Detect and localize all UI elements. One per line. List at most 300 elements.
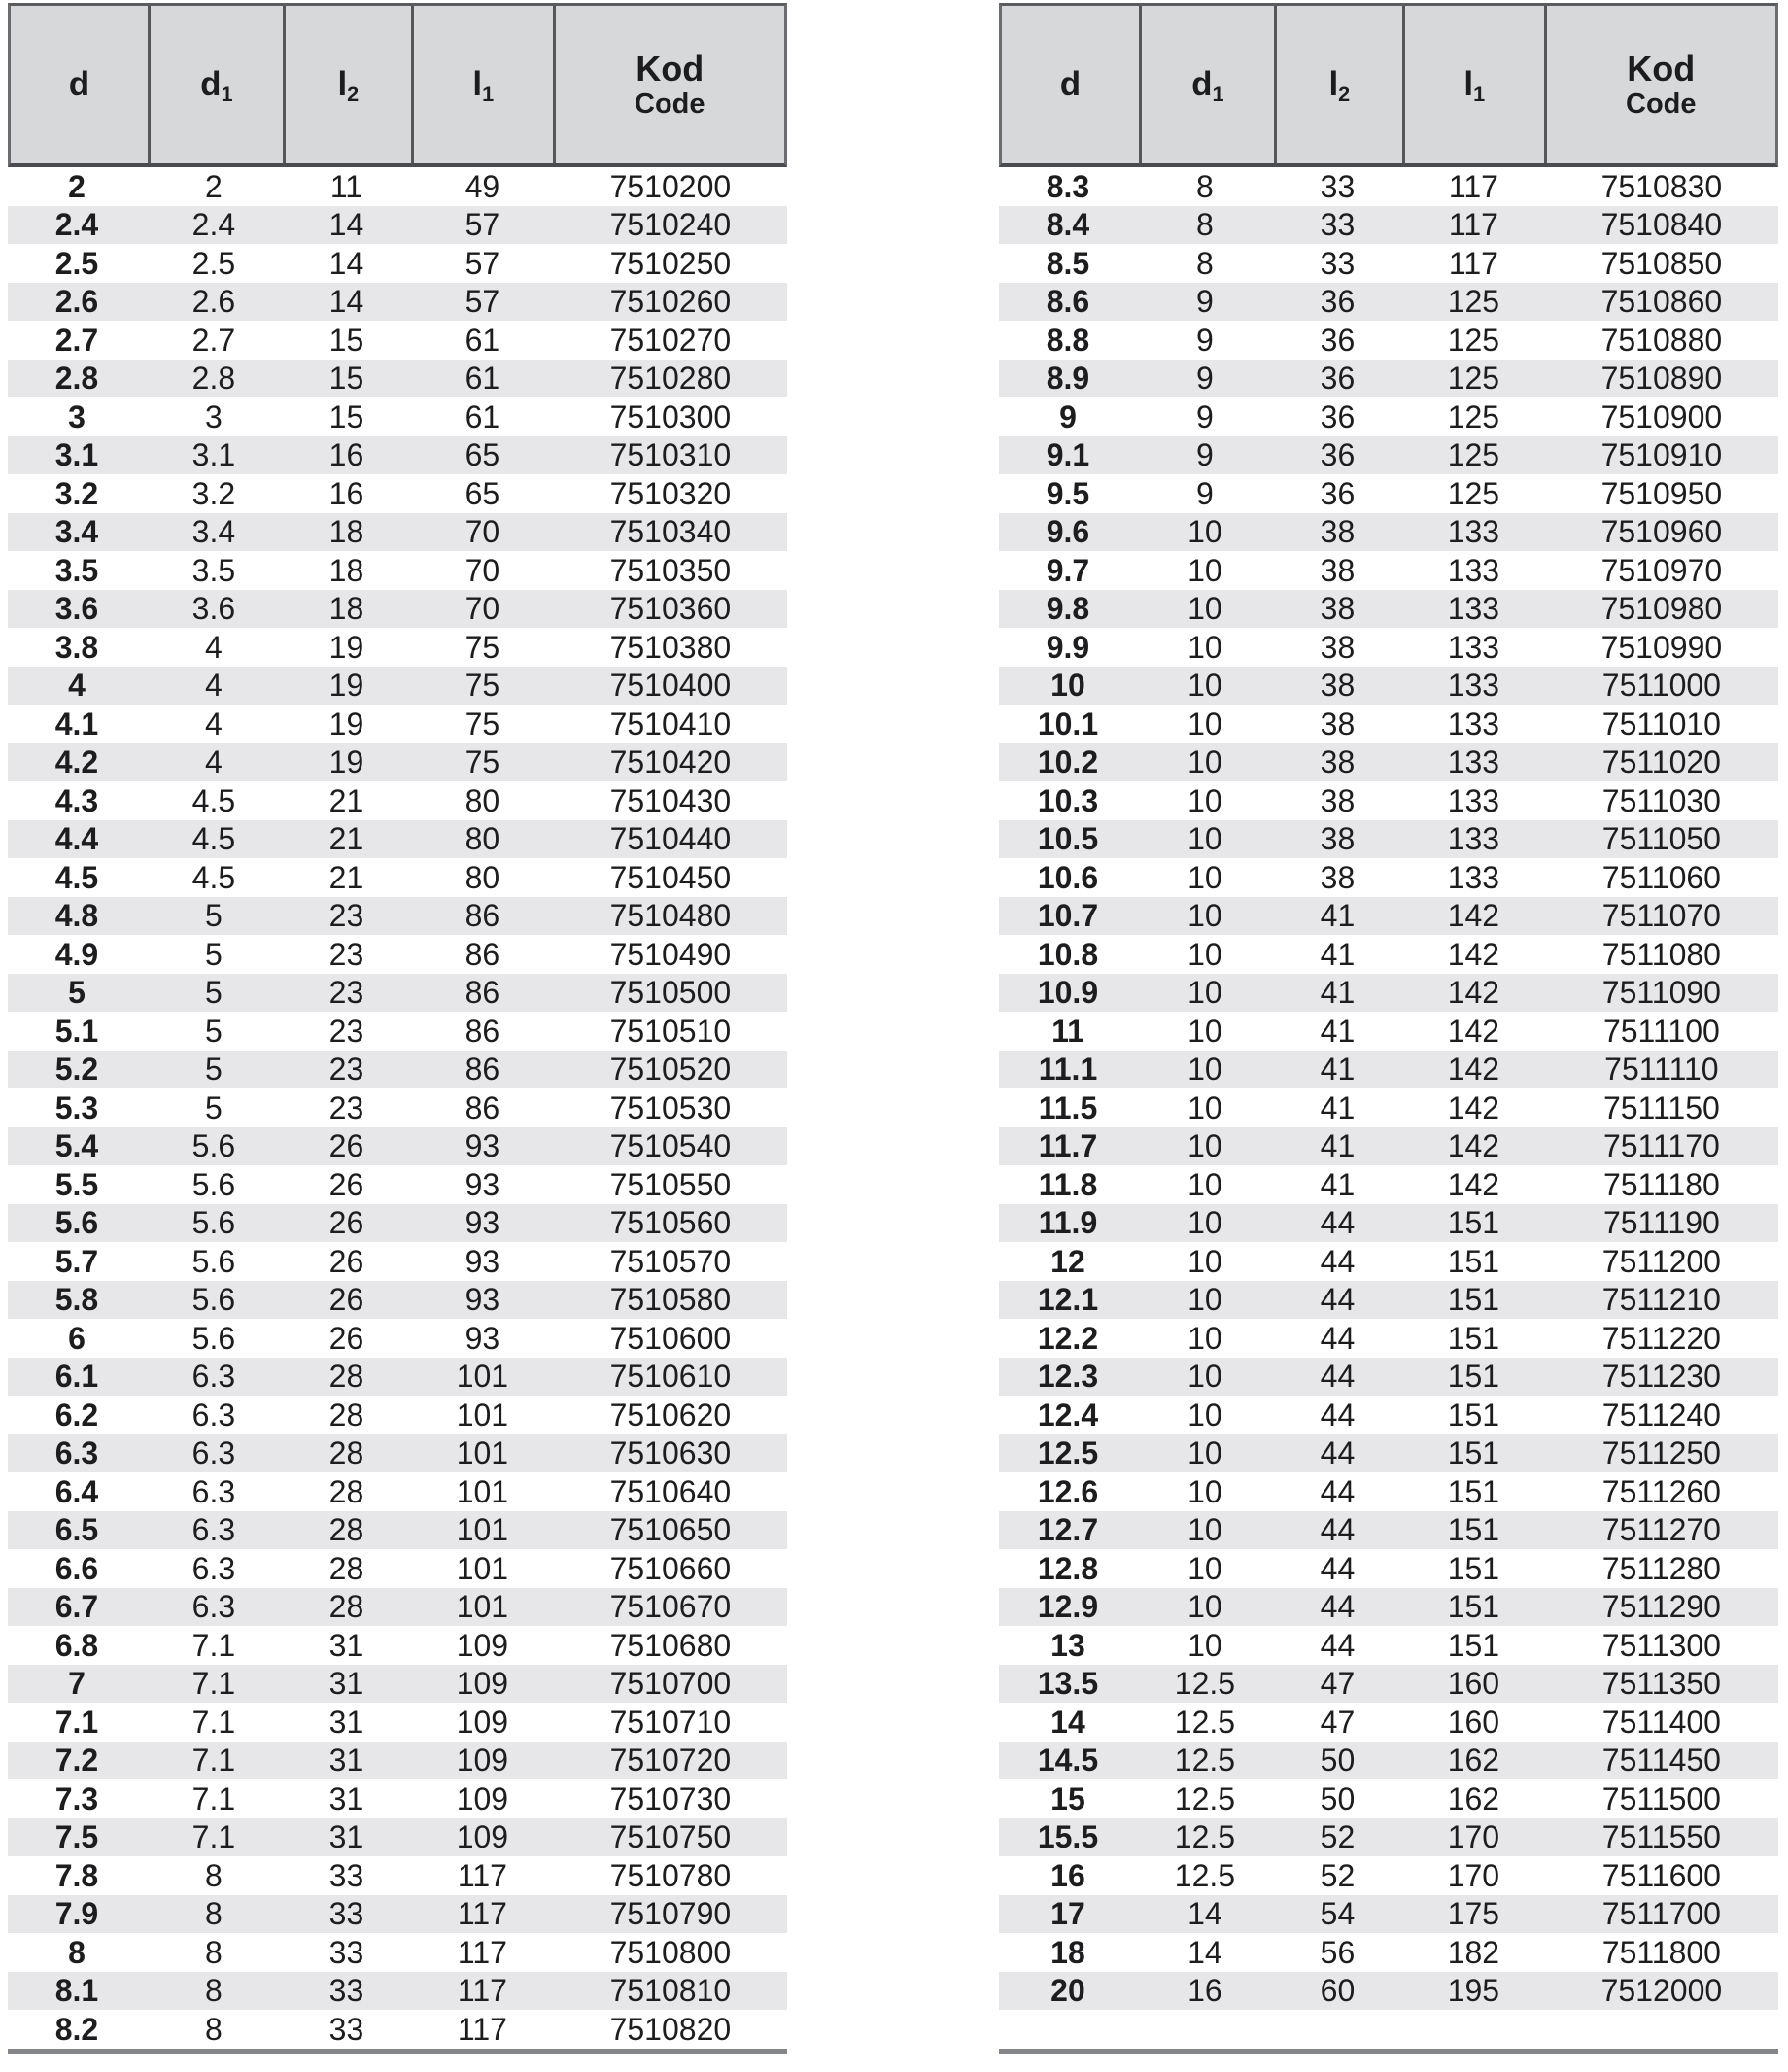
cell-l2: 38 [1320, 744, 1356, 780]
table-row [999, 244, 1778, 283]
table-row [8, 858, 787, 897]
cell-code: 7510580 [609, 1282, 732, 1318]
table-row [8, 2010, 787, 2049]
cell-d: 2.4 [54, 207, 99, 243]
table-row [999, 167, 1778, 206]
cell-d: 3 [68, 398, 86, 434]
cell-d1: 10 [1187, 782, 1222, 818]
table-row [999, 820, 1778, 859]
cell-l2: 33 [328, 1857, 364, 1893]
table-row [8, 1319, 787, 1358]
cell-l2: 31 [328, 1666, 364, 1702]
cell-d: 3.5 [54, 552, 99, 588]
cell-d: 7.2 [54, 1743, 99, 1778]
cell-d: 6.3 [54, 1435, 99, 1471]
cell-d1: 7.1 [191, 1704, 236, 1740]
table-row [999, 1856, 1778, 1895]
table-row [999, 1358, 1778, 1397]
cell-l2: 52 [1320, 1819, 1356, 1855]
cell-code: 7510850 [1600, 245, 1723, 281]
cell-d: 5.3 [54, 1089, 99, 1125]
table-row [999, 705, 1778, 743]
cell-l1: 142 [1447, 1013, 1500, 1049]
cell-l1: 125 [1447, 437, 1500, 473]
table-row [999, 1088, 1778, 1127]
cell-d1: 2.6 [191, 284, 236, 320]
cell-code: 7511250 [1601, 1435, 1721, 1471]
cell-l1: 75 [464, 706, 500, 742]
table-row [8, 1358, 787, 1397]
cell-l1: 151 [1447, 1397, 1500, 1433]
cell-l2: 44 [1320, 1512, 1356, 1548]
cell-l2: 28 [328, 1589, 364, 1625]
cell-d1: 12.5 [1174, 1857, 1236, 1893]
cell-d1: 9 [1196, 475, 1214, 511]
cell-d1: 10 [1187, 552, 1222, 588]
cell-d1: 4 [205, 706, 223, 742]
table-row [8, 1972, 787, 2011]
table-row [999, 1511, 1778, 1550]
cell-d: 10.6 [1037, 859, 1099, 895]
column-header-l1: l 1 [1402, 6, 1544, 163]
cell-d: 6.5 [54, 1512, 99, 1548]
table-row [999, 1933, 1778, 1972]
cell-code: 7510660 [609, 1550, 732, 1586]
cell-d1: 4.5 [191, 821, 236, 857]
cell-l1: 125 [1447, 322, 1500, 358]
column-header-d1: d 1 [148, 6, 283, 163]
table-row [999, 1012, 1778, 1051]
cell-d1: 9 [1196, 437, 1214, 473]
cell-d: 9.8 [1046, 591, 1090, 627]
cell-d: 5.2 [54, 1052, 99, 1088]
cell-d1: 9 [1196, 322, 1214, 358]
cell-l2: 14 [328, 245, 364, 281]
cell-d1: 12.5 [1174, 1780, 1236, 1816]
cell-d: 9.7 [1046, 552, 1090, 588]
cell-l1: 101 [456, 1512, 509, 1548]
cell-l1: 101 [456, 1359, 509, 1395]
cell-d1: 14 [1187, 1934, 1222, 1970]
cell-code: 7510270 [609, 322, 732, 358]
cell-d1: 5.6 [191, 1205, 236, 1241]
cell-d1: 6.3 [191, 1359, 236, 1395]
table-row [8, 628, 787, 667]
cell-code: 7510680 [609, 1627, 732, 1663]
cell-l1: 75 [464, 668, 500, 704]
cell-l1: 125 [1447, 361, 1500, 397]
cell-d: 5.5 [54, 1166, 99, 1202]
cell-l2: 56 [1320, 1934, 1356, 1970]
cell-d1: 5 [205, 1013, 223, 1049]
cell-d1: 5 [205, 1052, 223, 1088]
cell-l2: 38 [1320, 782, 1356, 818]
size-code-table-right [999, 3, 1778, 2067]
table-row [8, 935, 787, 974]
cell-code: 7511070 [1601, 898, 1721, 934]
cell-l1: 151 [1447, 1512, 1500, 1548]
cell-d: 8.2 [54, 2011, 99, 2047]
cell-code: 7510670 [609, 1589, 732, 1625]
cell-code: 7511700 [1601, 1896, 1721, 1932]
cell-l2: 44 [1320, 1205, 1356, 1241]
cell-d1: 12.5 [1174, 1743, 1236, 1778]
cell-d1: 5 [205, 1089, 223, 1125]
cell-code: 7510880 [1600, 322, 1723, 358]
cell-l1: 117 [457, 1934, 507, 1970]
cell-l2: 28 [328, 1359, 364, 1395]
column-header-d: d [68, 64, 90, 103]
cell-code: 7510900 [1600, 398, 1723, 434]
cell-code: 7511220 [1601, 1320, 1721, 1356]
cell-code: 7511280 [1601, 1550, 1721, 1586]
cell-l1: 133 [1447, 514, 1500, 550]
cell-d1: 10 [1187, 514, 1222, 550]
cell-l1: 117 [457, 1857, 507, 1893]
table-bottom-rule [999, 2049, 1778, 2054]
cell-code: 7510260 [609, 284, 732, 320]
cell-code: 7510240 [609, 207, 732, 243]
cell-l1: 133 [1447, 782, 1500, 818]
cell-d1: 10 [1187, 629, 1222, 665]
cell-code: 7510640 [609, 1473, 732, 1509]
cell-l1: 93 [464, 1243, 500, 1279]
cell-l2: 11 [329, 168, 363, 204]
cell-l2: 44 [1320, 1282, 1356, 1318]
cell-d1: 8 [1196, 207, 1214, 243]
cell-d: 10 [1050, 668, 1085, 704]
cell-code: 7510500 [609, 975, 732, 1011]
cell-d1: 6.3 [191, 1397, 236, 1433]
cell-code: 7510710 [609, 1704, 732, 1740]
cell-code: 7510380 [609, 629, 732, 665]
cell-d: 4.3 [54, 782, 99, 818]
table-row [8, 283, 787, 322]
cell-l2: 14 [328, 284, 364, 320]
cell-d: 8 [68, 1934, 86, 1970]
cell-d1: 12.5 [1174, 1704, 1236, 1740]
cell-l1: 101 [456, 1473, 509, 1509]
cell-d1: 10 [1187, 1166, 1222, 1202]
cell-d1: 5.6 [191, 1282, 236, 1318]
cell-d1: 5.6 [191, 1320, 236, 1356]
table-row [8, 974, 787, 1013]
cell-d: 8.8 [1046, 322, 1090, 358]
table-row [999, 974, 1778, 1013]
table-row [999, 1051, 1778, 1089]
cell-d1: 5 [205, 898, 223, 934]
column-header-d1: d 1 [1139, 6, 1274, 163]
cell-d: 12.7 [1037, 1512, 1099, 1548]
cell-l1: 133 [1447, 629, 1500, 665]
cell-l2: 41 [1320, 1013, 1356, 1049]
cell-code: 7510830 [1600, 168, 1723, 204]
table-row [999, 781, 1778, 820]
cell-l2: 23 [328, 898, 364, 934]
cell-d1: 8 [1196, 245, 1214, 281]
cell-d1: 12.5 [1174, 1666, 1236, 1702]
cell-l1: 49 [464, 168, 500, 204]
cell-d1: 10 [1187, 1473, 1222, 1509]
table-row [999, 1165, 1778, 1204]
cell-d1: 9 [1196, 398, 1214, 434]
table-row [8, 705, 787, 743]
cell-code: 7511600 [1601, 1857, 1721, 1893]
cell-d: 11 [1051, 1013, 1084, 1049]
cell-code: 7510790 [609, 1896, 732, 1932]
cell-code: 7510320 [609, 475, 732, 511]
cell-l2: 26 [328, 1205, 364, 1241]
cell-l2: 18 [328, 591, 364, 627]
cell-l2: 26 [328, 1320, 364, 1356]
table-row [999, 1779, 1778, 1818]
cell-d: 4.1 [54, 706, 99, 742]
cell-l1: 142 [1447, 936, 1500, 972]
table-row [8, 551, 787, 590]
cell-d: 10.2 [1037, 744, 1099, 780]
cell-l1: 65 [464, 437, 500, 473]
cell-d: 11.9 [1038, 1205, 1098, 1241]
cell-d: 8.4 [1046, 207, 1090, 243]
cell-d1: 10 [1187, 1052, 1222, 1088]
table-row [999, 1665, 1778, 1704]
cell-d: 7.3 [54, 1780, 99, 1816]
column-header-code: Kod Code [1544, 6, 1775, 163]
cell-d: 10.1 [1037, 706, 1099, 742]
table-row [999, 436, 1778, 475]
cell-l2: 44 [1320, 1589, 1356, 1625]
cell-code: 7510420 [609, 744, 732, 780]
cell-d: 9.6 [1046, 514, 1090, 550]
cell-d: 13 [1050, 1627, 1085, 1663]
cell-l1: 61 [464, 322, 500, 358]
table-header [8, 3, 787, 167]
cell-l2: 38 [1320, 591, 1356, 627]
cell-code: 7510890 [1600, 361, 1723, 397]
cell-d: 5 [68, 975, 86, 1011]
cell-code: 7510910 [1600, 437, 1723, 473]
cell-l2: 23 [328, 1089, 364, 1125]
cell-l2: 23 [328, 1052, 364, 1088]
cell-l1: 133 [1447, 668, 1500, 704]
cell-d1: 10 [1187, 936, 1222, 972]
cell-d: 5.6 [54, 1205, 99, 1241]
cell-d: 9.1 [1046, 437, 1090, 473]
table-row [999, 1204, 1778, 1243]
cell-l1: 142 [1447, 1166, 1500, 1202]
table-row [8, 474, 787, 513]
cell-l2: 23 [328, 936, 364, 972]
cell-l2: 19 [328, 668, 364, 704]
table-row [8, 1012, 787, 1051]
cell-d1: 3.6 [191, 591, 236, 627]
cell-d: 7 [68, 1666, 86, 1702]
cell-d1: 2.5 [191, 245, 236, 281]
cell-l2: 15 [328, 361, 364, 397]
cell-d1: 5.6 [191, 1128, 236, 1164]
cell-d1: 3.2 [191, 475, 236, 511]
cell-code: 7511240 [1601, 1397, 1721, 1433]
cell-l1: 57 [464, 207, 500, 243]
cell-d1: 4 [205, 629, 223, 665]
cell-d: 10.7 [1037, 898, 1099, 934]
table-row [999, 283, 1778, 322]
cell-code: 7510860 [1600, 284, 1723, 320]
cell-d: 7.9 [54, 1896, 99, 1932]
cell-d1: 16 [1187, 1973, 1222, 2009]
cell-d1: 5.6 [191, 1166, 236, 1202]
cell-d: 6.7 [54, 1589, 99, 1625]
cell-code: 7510280 [609, 361, 732, 397]
cell-d: 4.8 [54, 898, 99, 934]
cell-d: 5.4 [54, 1128, 99, 1164]
cell-l1: 70 [464, 552, 500, 588]
cell-l1: 101 [456, 1550, 509, 1586]
cell-d: 6.8 [54, 1627, 99, 1663]
cell-l1: 93 [464, 1320, 500, 1356]
table-row [999, 897, 1778, 936]
cell-d1: 4 [205, 744, 223, 780]
table-row [8, 321, 787, 360]
cell-d1: 10 [1187, 1243, 1222, 1279]
table-body [8, 167, 787, 2049]
table-row [999, 321, 1778, 360]
cell-d: 7.5 [54, 1819, 99, 1855]
cell-code: 7510530 [609, 1089, 732, 1125]
cell-l2: 38 [1320, 859, 1356, 895]
cell-d1: 10 [1187, 591, 1222, 627]
cell-d: 18 [1050, 1934, 1085, 1970]
cell-d: 3.6 [54, 591, 99, 627]
table-row [8, 244, 787, 283]
cell-l1: 109 [456, 1819, 509, 1855]
cell-l2: 44 [1320, 1397, 1356, 1433]
cell-l2: 38 [1320, 706, 1356, 742]
cell-d: 8.5 [1046, 245, 1090, 281]
cell-l2: 41 [1320, 898, 1356, 934]
cell-l2: 33 [328, 2011, 364, 2047]
table-row [8, 667, 787, 706]
cell-code: 7511080 [1601, 936, 1721, 972]
cell-l1: 160 [1447, 1704, 1500, 1740]
cell-d: 16 [1050, 1857, 1085, 1893]
cell-l2: 44 [1320, 1243, 1356, 1279]
cell-d1: 3.1 [191, 437, 236, 473]
cell-d: 12.8 [1037, 1550, 1099, 1586]
cell-code: 7511210 [1601, 1282, 1721, 1318]
cell-d1: 10 [1187, 1627, 1222, 1663]
table-row [8, 1665, 787, 1704]
cell-code: 7510600 [609, 1320, 732, 1356]
cell-l1: 160 [1447, 1666, 1500, 1702]
cell-l2: 21 [328, 782, 364, 818]
cell-l2: 31 [328, 1704, 364, 1740]
cell-code: 7511500 [1601, 1780, 1721, 1816]
cell-l1: 109 [456, 1743, 509, 1778]
cell-d1: 3 [205, 398, 223, 434]
table-row [8, 781, 787, 820]
cell-code: 7511030 [1601, 782, 1721, 818]
cell-d1: 2 [205, 168, 223, 204]
cell-l1: 117 [1448, 207, 1498, 243]
cell-d1: 10 [1187, 1282, 1222, 1318]
cell-code: 7511190 [1602, 1205, 1720, 1241]
cell-l1: 86 [464, 898, 500, 934]
cell-d1: 10 [1187, 975, 1222, 1011]
cell-l1: 86 [464, 1089, 500, 1125]
cell-l1: 162 [1447, 1780, 1500, 1816]
cell-d: 4.9 [54, 936, 99, 972]
column-header-l1: l 1 [411, 6, 553, 163]
table-row [8, 1051, 787, 1089]
cell-d1: 6.3 [191, 1435, 236, 1471]
cell-d: 20 [1050, 1973, 1085, 2009]
cell-l1: 151 [1447, 1435, 1500, 1471]
cell-d1: 10 [1187, 744, 1222, 780]
cell-d: 6.1 [54, 1359, 99, 1395]
cell-code: 7510620 [609, 1397, 732, 1433]
cell-l1: 75 [464, 629, 500, 665]
cell-l2: 36 [1320, 437, 1356, 473]
cell-code: 7510430 [609, 782, 732, 818]
table-row [999, 206, 1778, 245]
cell-code: 7511450 [1601, 1743, 1721, 1778]
cell-code: 7510800 [609, 1934, 732, 1970]
cell-d1: 10 [1187, 1435, 1222, 1471]
cell-l2: 44 [1320, 1473, 1356, 1509]
cell-code: 7510780 [609, 1857, 732, 1893]
cell-code: 7510990 [1600, 629, 1723, 665]
table-row [999, 1972, 1778, 2011]
cell-l2: 36 [1320, 284, 1356, 320]
cell-l1: 70 [464, 514, 500, 550]
cell-l1: 80 [464, 859, 500, 895]
cell-d1: 6.3 [191, 1473, 236, 1509]
cell-d1: 10 [1187, 1089, 1222, 1125]
cell-l1: 142 [1447, 1052, 1500, 1088]
cell-code: 7510570 [609, 1243, 732, 1279]
cell-code: 7511050 [1601, 821, 1721, 857]
cell-d: 8.1 [54, 1973, 99, 2009]
cell-l1: 117 [457, 2011, 507, 2047]
cell-l2: 50 [1320, 1780, 1356, 1816]
cell-code: 7510560 [609, 1205, 732, 1241]
cell-d1: 2.8 [191, 361, 236, 397]
cell-l1: 133 [1447, 706, 1500, 742]
cell-d1: 8 [205, 1857, 223, 1893]
table-row [8, 1703, 787, 1742]
table-row [8, 1165, 787, 1204]
cell-l1: 151 [1447, 1205, 1500, 1241]
table-row [8, 897, 787, 936]
cell-l1: 109 [456, 1704, 509, 1740]
cell-d: 6.6 [54, 1550, 99, 1586]
cell-l1: 151 [1447, 1473, 1500, 1509]
cell-code: 7511230 [1601, 1359, 1721, 1395]
column-header-l2: l 2 [1274, 6, 1402, 163]
table-row [999, 1549, 1778, 1588]
table-row [999, 397, 1778, 436]
cell-l2: 33 [1320, 245, 1356, 281]
cell-code: 7510810 [609, 1973, 732, 2009]
cell-d1: 10 [1187, 1512, 1222, 1548]
cell-code: 7510340 [609, 514, 732, 550]
cell-l1: 151 [1447, 1320, 1500, 1356]
cell-d: 7.1 [54, 1704, 99, 1740]
cell-l1: 142 [1447, 1128, 1500, 1164]
cell-l1: 151 [1447, 1359, 1500, 1395]
cell-code: 7510200 [609, 168, 732, 204]
